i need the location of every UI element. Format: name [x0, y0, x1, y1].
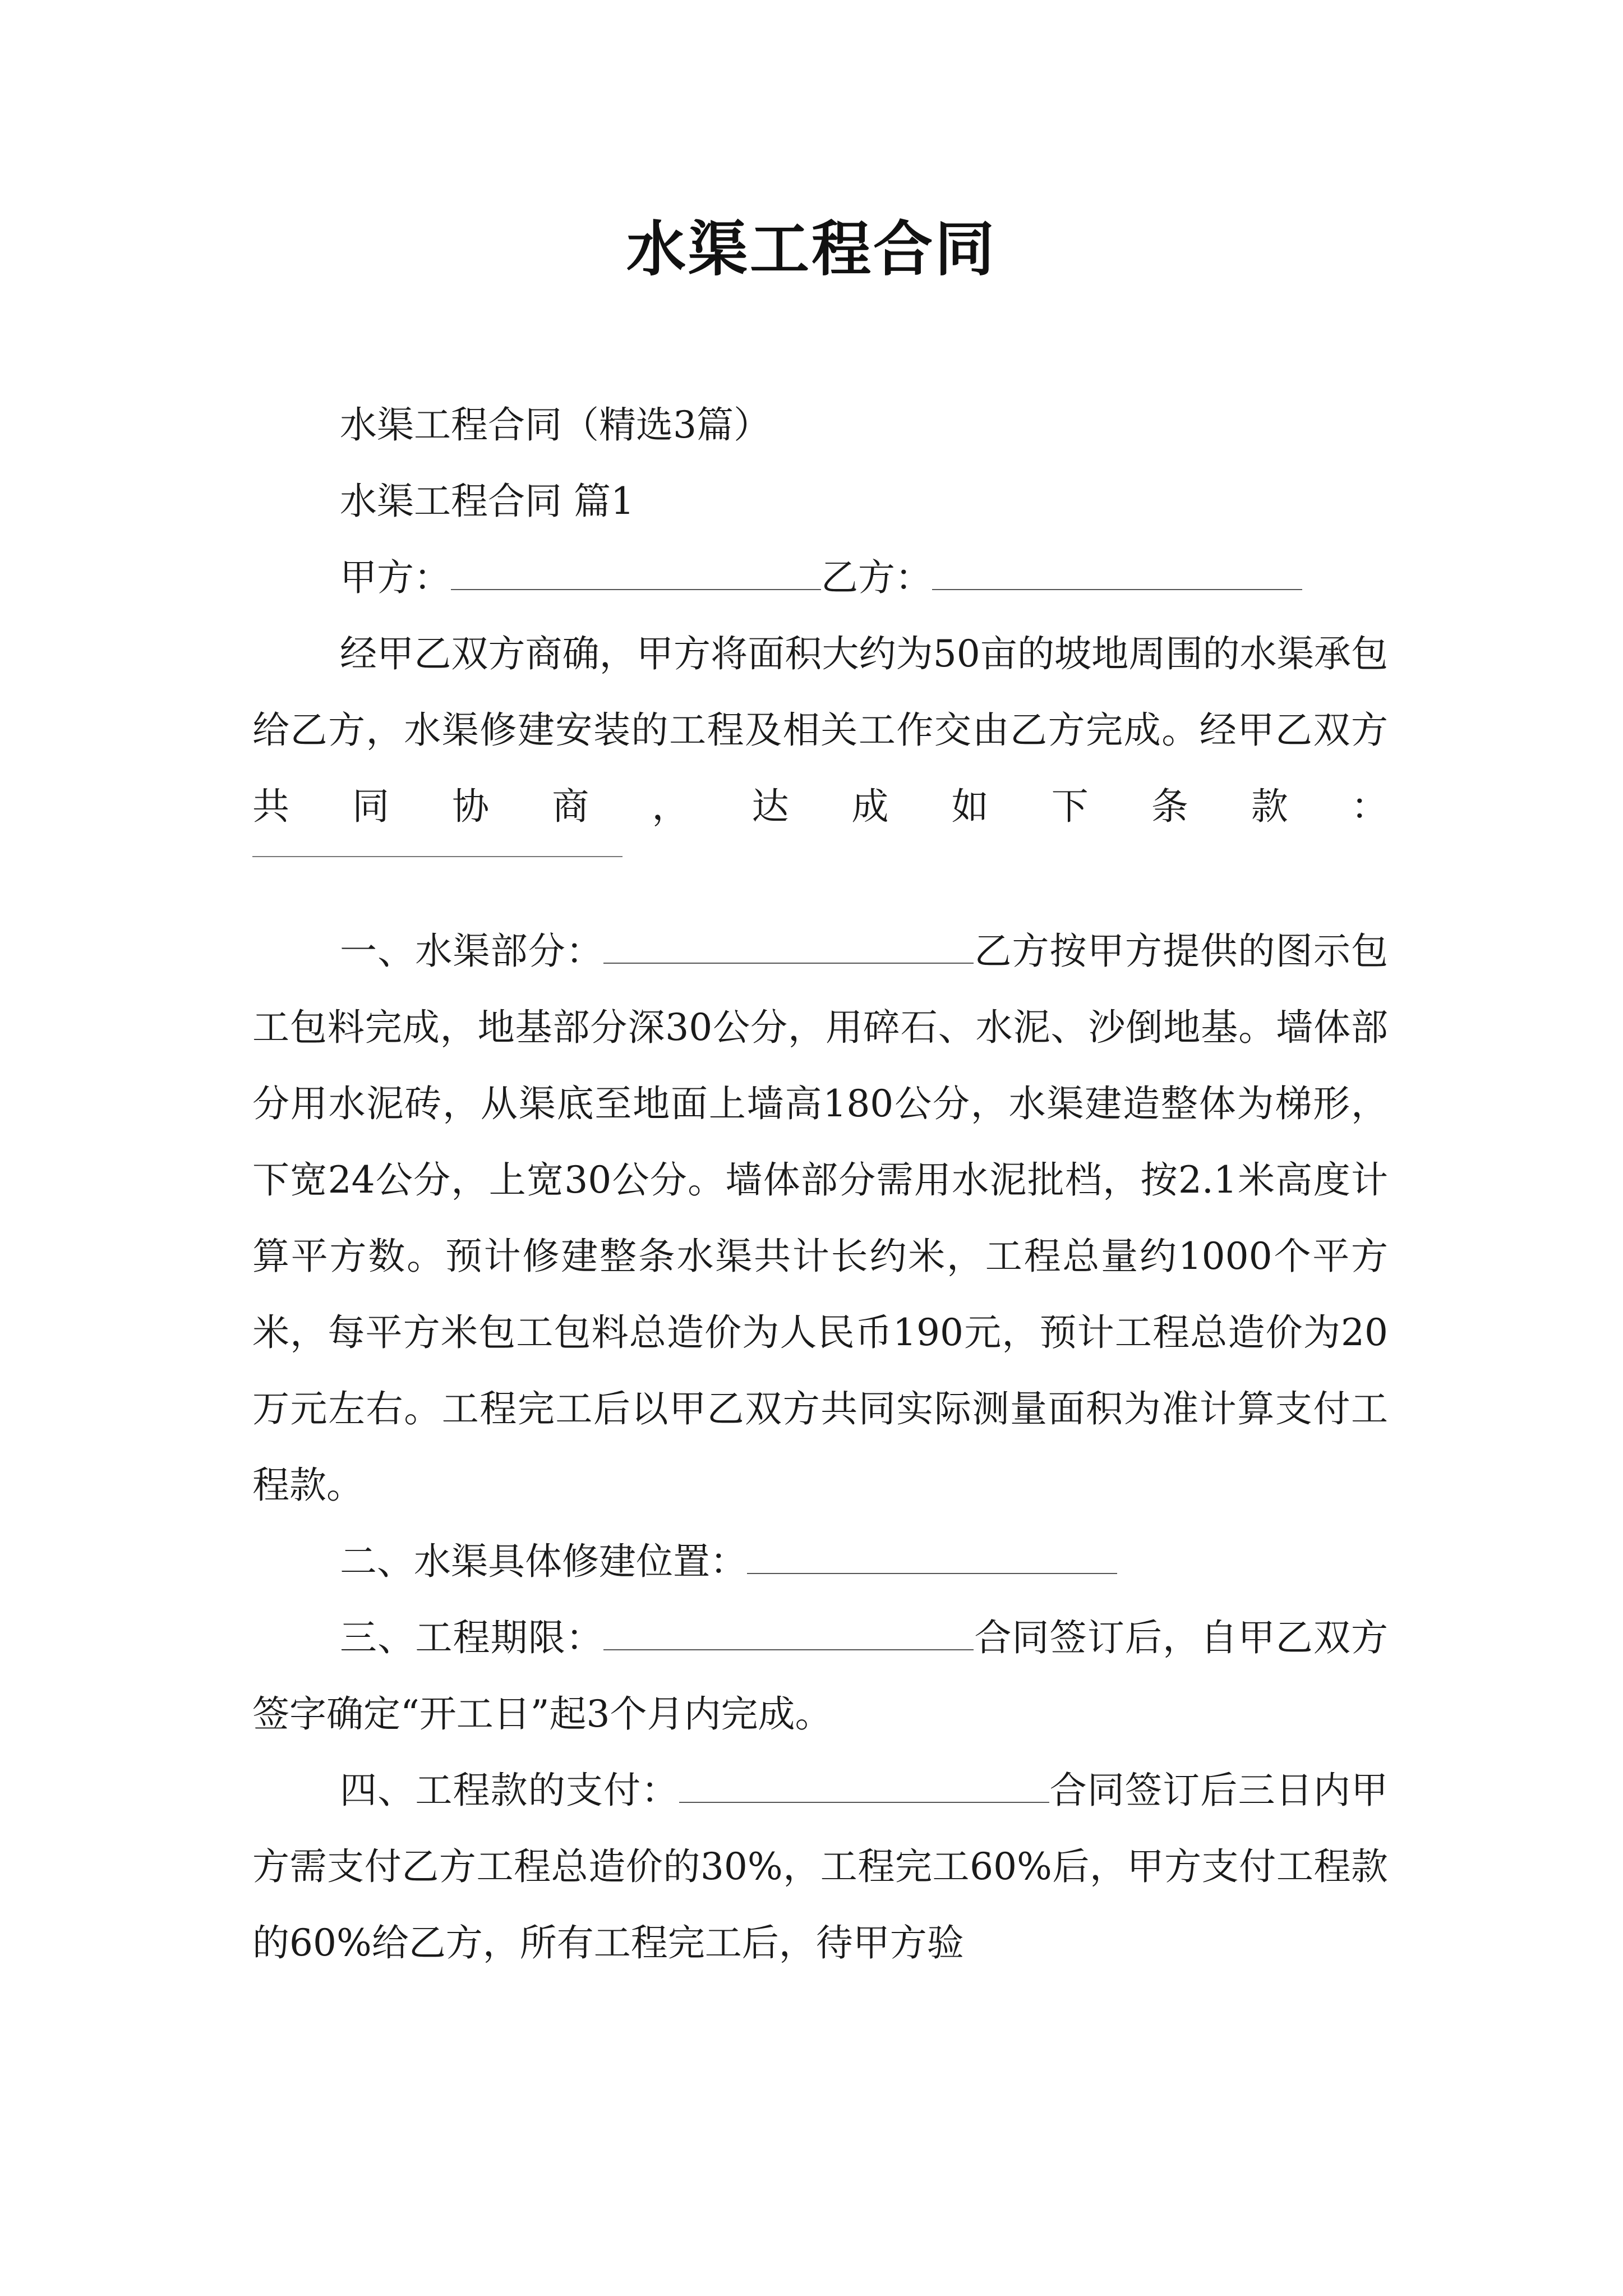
clause-3-text: 合同签订后，自甲乙双方签字确定“开工日”起3个月内完成。 — [252, 1616, 1389, 1736]
section-heading: 水渠工程合同 篇1 — [340, 480, 634, 523]
clause-4-label: 四、工程款的支付： — [340, 1769, 679, 1812]
party-a-blank — [451, 560, 821, 590]
clause-2 — [252, 1524, 1388, 1600]
divider-line — [252, 856, 623, 857]
party-a-label: 甲方： — [340, 556, 451, 599]
clause-4 — [252, 1752, 1388, 1981]
clause-3 — [252, 1600, 1388, 1752]
clause-1 — [252, 913, 1388, 1524]
clause-1-label: 一、水渠部分： — [340, 930, 604, 973]
clause-3-label: 三、工程期限： — [340, 1616, 604, 1659]
clause-2-label: 二、水渠具体修建位置： — [340, 1540, 747, 1583]
clause-1-blank — [603, 933, 974, 964]
clause-3-blank — [603, 1620, 974, 1650]
parties-line — [252, 540, 1388, 616]
party-b-label: 乙方： — [821, 556, 932, 599]
document-body — [252, 387, 1388, 1981]
clause-1-text: 乙方按甲方提供的图示包工包料完成，地基部分深30公分，用碎石、水泥、沙倒地基。墙体部分用水泥砖，从渠底至地面上墙高180公分，水渠建造整体为梯形，下宽24公分，上宽30公分。墙体部分需用水泥批档，按2.1米高度计算平方数。预计修建整条水渠共计长约米，工程总量约1000个平方米，每平方米包工包料总造价为人民币190元，预计工程总造价为20万元左右。工程完工后以甲乙双方共同实际测量面积为准计算支付工程款。 — [252, 930, 1389, 1507]
party-b-blank — [932, 560, 1302, 590]
document-title: 水渠工程合同 — [626, 215, 997, 284]
clause-4-text: 合同签订后三日内甲方需支付乙方工程总造价的30%，工程完工60%后，甲方支付工程款的60%给乙方，所有工程完工后，待甲方验 — [252, 1769, 1388, 1964]
clause-2-blank — [747, 1544, 1117, 1574]
document-subtitle: 水渠工程合同（精选3篇） — [340, 403, 771, 447]
clause-4-blank — [679, 1773, 1049, 1803]
intro-paragraph: 经甲乙双方商确，甲方将面积大约为50亩的坡地周围的水渠承包给乙方，水渠修建安装的工程及相关工作交由乙方完成。经甲乙双方共同协商，达成如下条款： — [252, 632, 1388, 828]
